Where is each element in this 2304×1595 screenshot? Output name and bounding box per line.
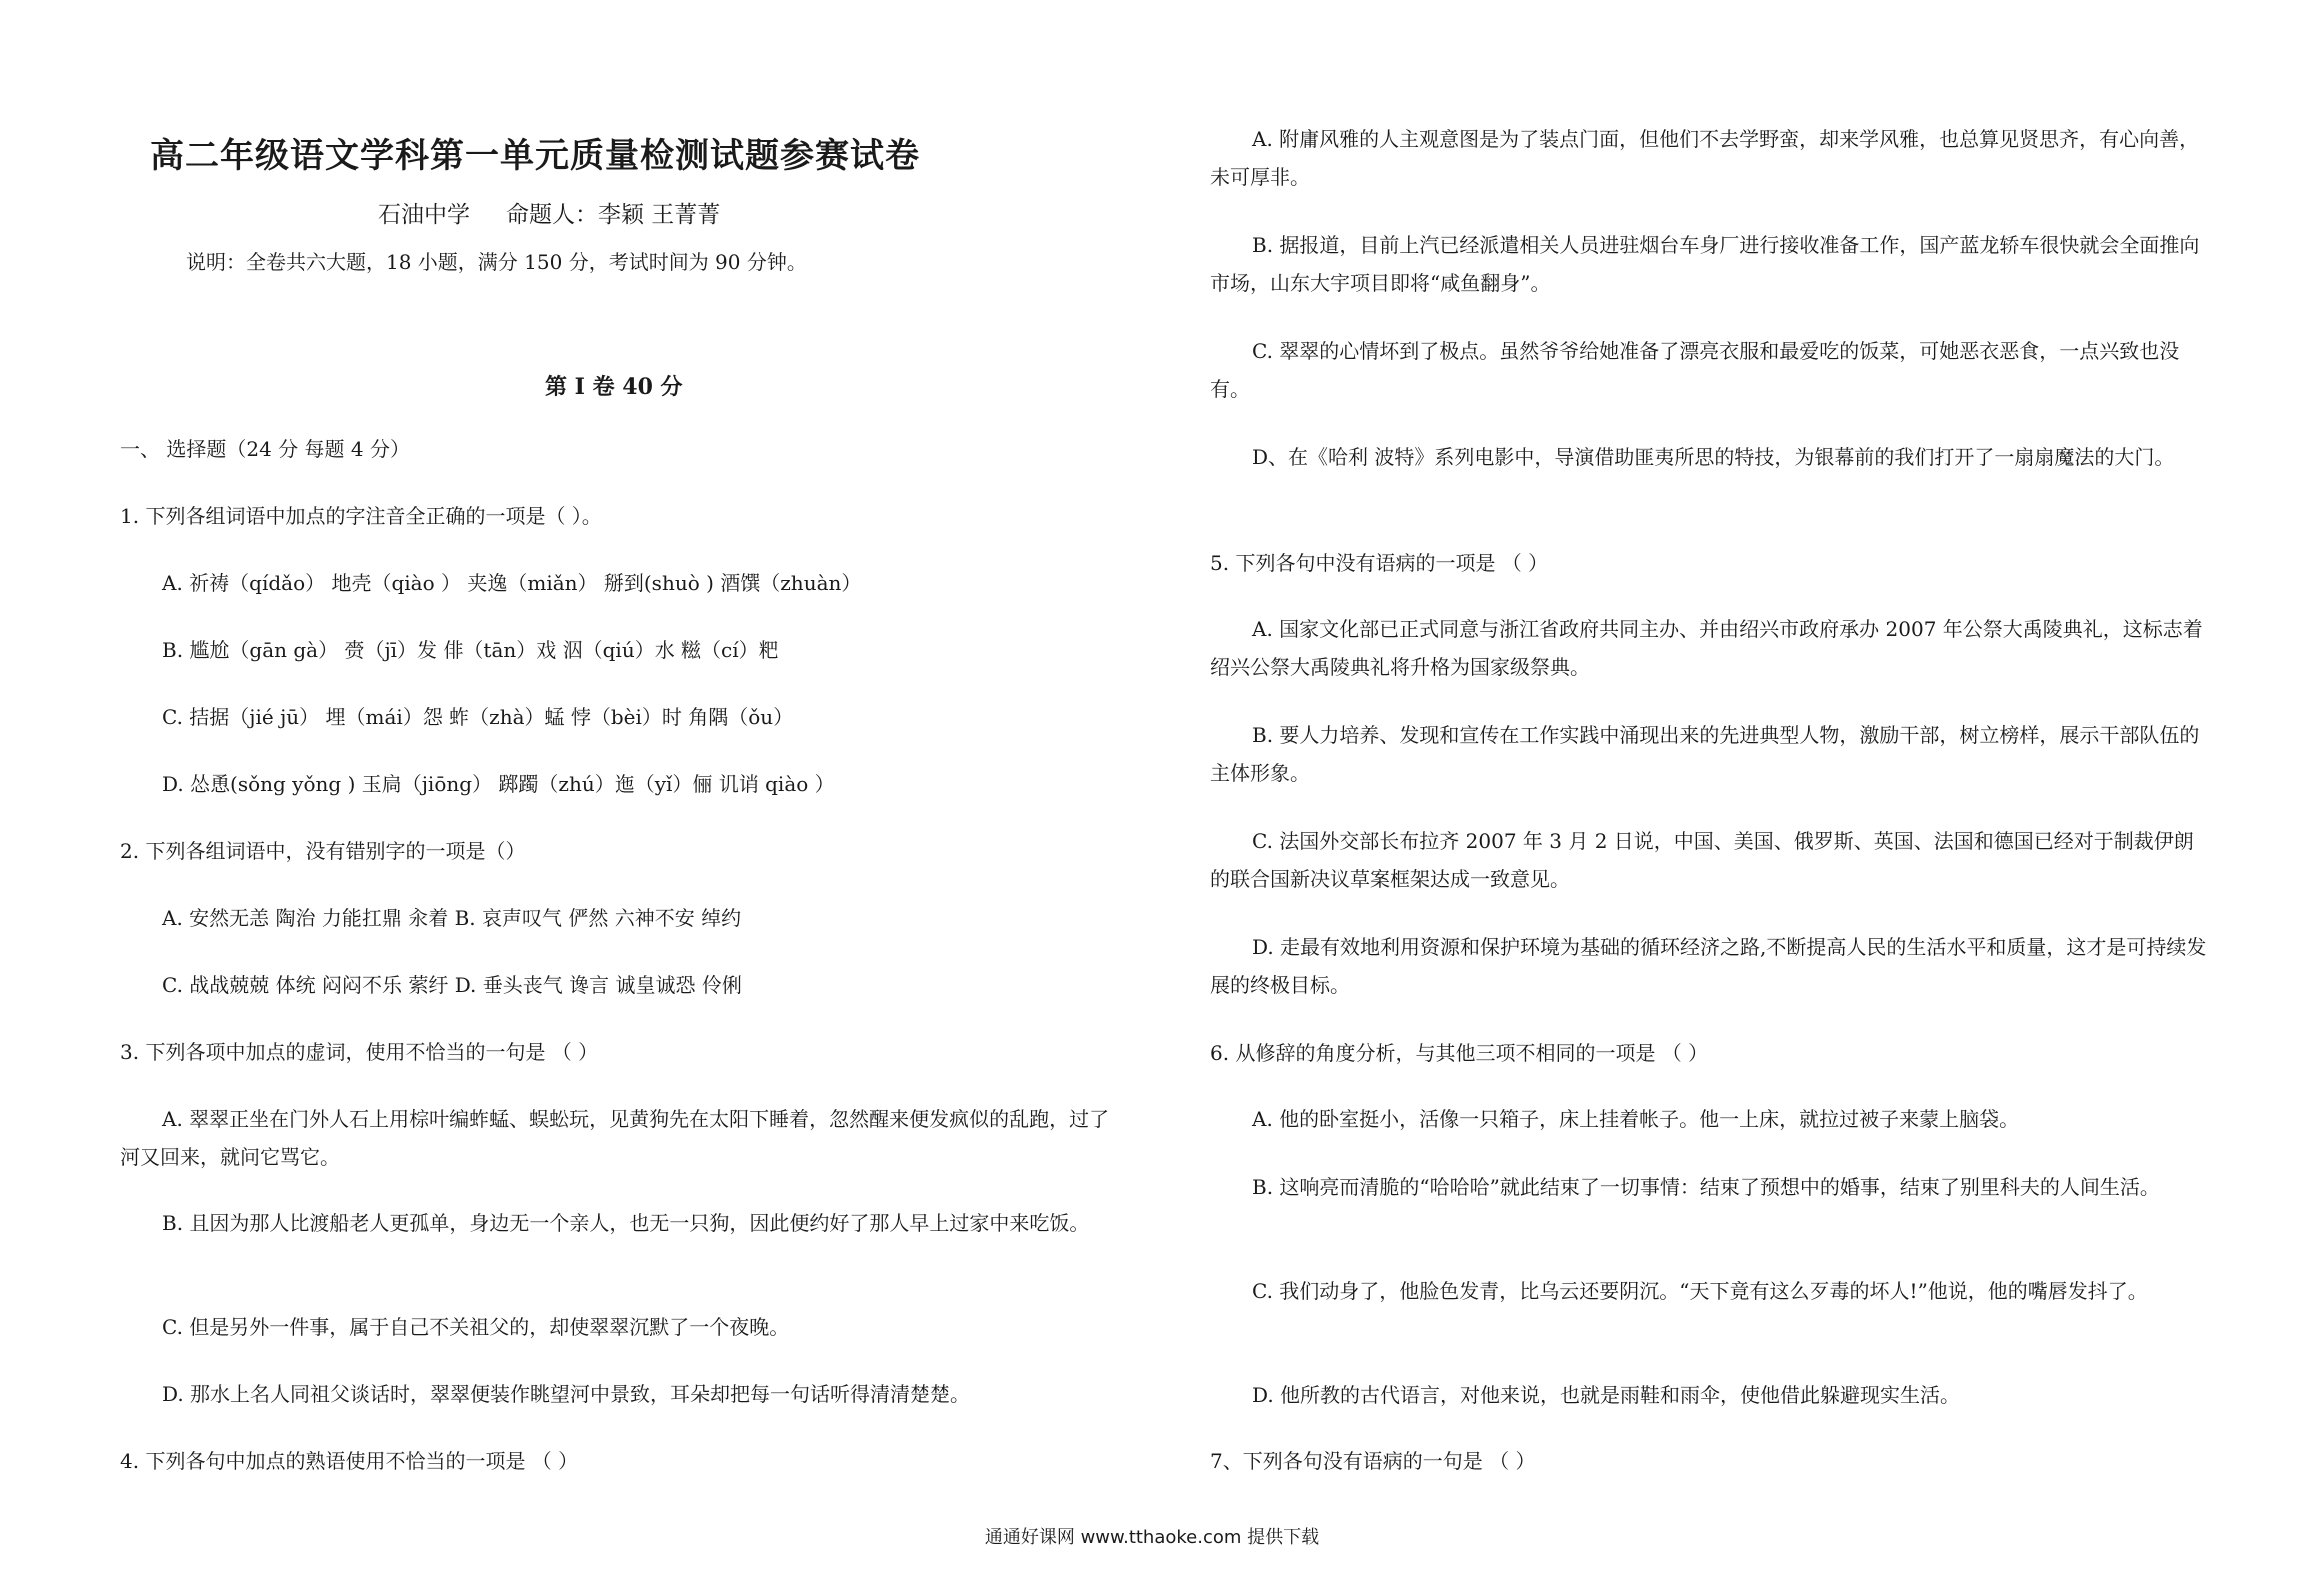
q6-option-b: B. 这响亮而清脆的“哈哈哈”就此结束了一切事情：结束了预想中的婚事，结束了别里科夫的人间生活。 bbox=[1252, 1175, 2160, 1199]
q4-option-a: A. 附庸风雅的人主观意图是为了装点门面，但他们不去学野蛮，却来学风雅，也总算见贤思齐，有心向善，未可厚非。 bbox=[1210, 127, 2200, 189]
q6-option-c: C. 我们动身了，他脸色发青，比乌云还要阴沉。“天下竟有这么歹毒的坏人!”他说，他的嘴唇发抖了。 bbox=[1252, 1279, 2148, 1303]
q5-option-a: A. 国家文化部已正式同意与浙江省政府共同主办、并由绍兴市政府承办 2007 年公祭大禹陵典礼，这标志着绍兴公祭大禹陵典礼将升格为国家级祭典。 bbox=[1210, 617, 2203, 679]
q2-options-cd: C. 战战兢兢 体统 闷闷不乐 萦纡 D. 垂头丧气 谗言 诚皇诚恐 伶俐 bbox=[162, 973, 742, 997]
q2-options-ab: A. 安然无恙 陶治 力能扛鼎 汆着 B. 哀声叹气 俨然 六神不安 绰约 bbox=[162, 906, 742, 930]
q7-stem: 7、下列各句没有语病的一句是 （ ） bbox=[1210, 1449, 1536, 1473]
q4-option-b: B. 据报道，目前上汽已经派遣相关人员进驻烟台车身厂进行接收准备工作，国产蓝龙轿车很快就会全面推向市场，山东大宇项目即将“咸鱼翻身”。 bbox=[1210, 233, 2200, 295]
exam-title: 高二年级语文学科第一单元质量检测试题参赛试卷 bbox=[150, 136, 920, 176]
part1-heading: 一、 选择题（24 分 每题 4 分） bbox=[120, 437, 410, 461]
q4-option-c: C. 翠翠的心情坏到了极点。虽然爷爷给她准备了漂亮衣服和最爱吃的饭菜，可她恶衣恶食，一点兴致也没有。 bbox=[1210, 339, 2180, 401]
q4-stem: 4. 下列各句中加点的熟语使用不恰当的一项是 （ ） bbox=[120, 1449, 579, 1473]
q2-stem: 2. 下列各组词语中，没有错别字的一项是（） bbox=[120, 839, 526, 863]
school-name: 石油中学 bbox=[378, 202, 470, 228]
q5-stem: 5. 下列各句中没有语病的一项是 （ ） bbox=[1210, 551, 1549, 575]
q3-option-a: A. 翠翠正坐在门外人石上用棕叶编蚱蜢、蜈蚣玩，见黄狗先在太阳下睡着，忽然醒来便发疯似的乱跑，过了河又回来，就问它骂它。 bbox=[120, 1107, 1110, 1169]
q6-stem: 6. 从修辞的角度分析，与其他三项不相同的一项是 （ ） bbox=[1210, 1041, 1709, 1065]
q6-option-d: D. 他所教的古代语言，对他来说，也就是雨鞋和雨伞，使他借此躲避现实生活。 bbox=[1252, 1383, 1961, 1407]
q1-option-b: B. 尴尬（gān gà） 赍（jī）发 俳（tān）戏 泅（qiú）水 糍（cí）粑 bbox=[162, 638, 779, 662]
q1-option-a: A. 祈祷（qídǎo） 地壳（qiào ） 夹逸（miǎn） 掰到(shuò ) 酒馔（zhuàn） bbox=[162, 571, 862, 595]
q1-stem: 1. 下列各组词语中加点的字注音全正确的一项是（ ）。 bbox=[120, 504, 602, 528]
q1-option-c: C. 拮据（jié jū） 埋（mái）怨 蚱（zhà）蜢 悖（bèi）时 角隅（ǒu） bbox=[162, 705, 794, 729]
q4-option-d: D、在《哈利 波特》系列电影中，导演借助匪夷所思的特技，为银幕前的我们打开了一扇扇魔法的大门。 bbox=[1252, 445, 2175, 469]
q6-option-a: A. 他的卧室挺小，活像一只箱子，床上挂着帐子。他一上床，就拉过被子来蒙上脑袋。 bbox=[1252, 1107, 2020, 1131]
q3-option-d: D. 那水上名人同祖父谈话时，翠翠便装作眺望河中景致，耳朵却把每一句话听得清清楚楚。 bbox=[162, 1382, 971, 1406]
q3-option-b: B. 且因为那人比渡船老人更孤单，身边无一个亲人，也无一只狗，因此便约好了那人早上过家中来吃饭。 bbox=[162, 1211, 1090, 1235]
q1-option-d: D. 怂恿(sǒng yǒng ) 玉扃（jiōng） 踯躅（zhú）迤（yǐ）俪 讥诮 qiào ） bbox=[162, 772, 835, 796]
q5-option-d: D. 走最有效地利用资源和保护环境为基础的循环经济之路,不断提高人民的生活水平和质量，这才是可持续发展的终极目标。 bbox=[1210, 935, 2207, 997]
q5-option-c: C. 法国外交部长布拉齐 2007 年 3 月 2 日说，中国、美国、俄罗斯、英国、法国和德国已经对于制裁伊朗的联合国新决议草案框架达成一致意见。 bbox=[1210, 829, 2194, 891]
exam-subtitle bbox=[378, 196, 720, 229]
q3-stem: 3. 下列各项中加点的虚词，使用不恰当的一句是 （ ） bbox=[120, 1040, 599, 1064]
exam-instructions: 说明：全卷共六大题，18 小题，满分 150 分，考试时间为 90 分钟。 bbox=[186, 250, 807, 274]
section-title: 第 I 卷 40 分 bbox=[545, 374, 683, 400]
authors: 命题人：李颖 王菁菁 bbox=[506, 202, 721, 228]
footer-credit: 通通好课网 www.tthaoke.com 提供下载 bbox=[984, 1527, 1320, 1548]
q3-option-c: C. 但是另外一件事，属于自己不关祖父的，却使翠翠沉默了一个夜晚。 bbox=[162, 1315, 790, 1339]
q5-option-b: B. 要人力培养、发现和宣传在工作实践中涌现出来的先进典型人物，激励干部，树立榜样，展示干部队伍的主体形象。 bbox=[1210, 723, 2200, 785]
